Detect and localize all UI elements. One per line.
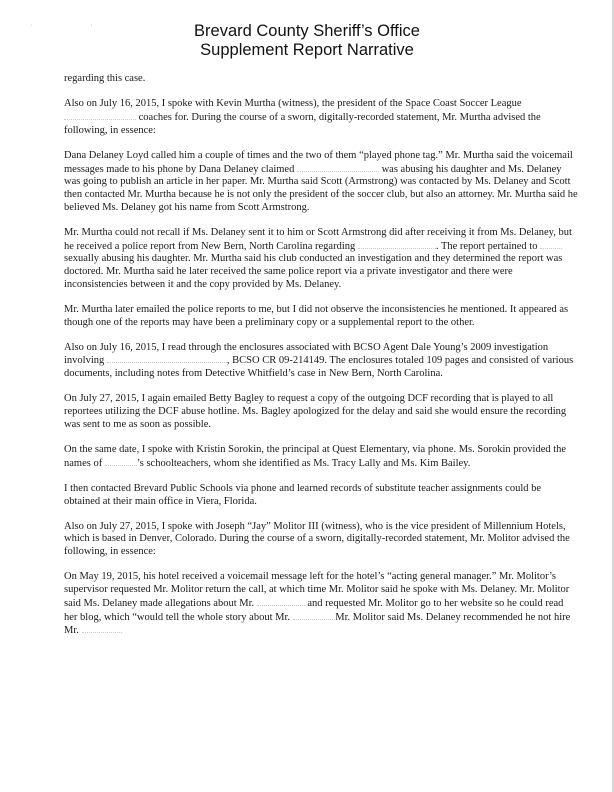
narrative-paragraph (64, 98, 578, 137)
paragraph-text: On May 19, 2015, his hotel received a voicemail message left for the hotel’s “acting general manager.” Mr. Molitor’s supervisor requested Mr. Molitor return the call, at which time Mr. Molitor said he spoke with Ms. Delaney. Mr. Molitor said Ms. Delaney made allegations about Mr. (64, 571, 570, 609)
narrative-paragraph (64, 342, 578, 381)
redaction (540, 240, 562, 249)
narrative-paragraph (64, 227, 578, 292)
paragraph-text: Mr. Murtha could not recall if Ms. Delaney sent it to him or Scott Armstrong did after receiving it from Ms. Delaney, but he received a police report from New Bern, North Carolina regarding (64, 226, 572, 252)
agency-name: Brevard County Sheriff’s Office (194, 22, 420, 40)
redaction (358, 240, 436, 249)
report-title: Supplement Report Narrative (200, 41, 414, 59)
redaction (105, 457, 137, 466)
narrative-paragraph: Mr. Murtha later emailed the police reports to me, but I did not observe the inconsistencies he mentioned. It appeared as though one of the reports may have been a preliminary copy or a supplemental report to the other. (64, 303, 569, 328)
narrative-body (64, 73, 578, 650)
scan-marks: · · (30, 22, 121, 29)
redaction (293, 611, 333, 620)
paragraph-text: Also on July 16, 2015, I spoke with Kevin Murtha (witness), the president of the Space Coast Soccer League (64, 98, 522, 110)
narrative-paragraph: I then contacted Brevard Public Schools via phone and learned records of substitute teacher assignments could be obtained at their main office in Viera, Florida. (64, 482, 542, 507)
redaction (107, 354, 227, 363)
paragraph-text: . The report pertained to (435, 240, 541, 252)
redaction (257, 597, 305, 606)
paragraph-text: sexually abusing his daughter. Mr. Murtha said his club conducted an investigation and they determined the report was doctored. Mr. Murtha said he later received the same police report via a private investigator and there were inconsistencies between it and the copy provided by Ms. Delaney. (64, 253, 563, 290)
paragraph-text: was abusing his daughter and Ms. Delaney was going to publish an article in her paper. Mr. Murtha said Scott (Armstrong) was contacted by Ms. Delaney and Scott then contacted Mr. Murtha because he is not only the president of the soccer club, but also an attorney. Mr. Murtha said he believed Ms. Delaney got his name from Scott Armstrong. (64, 163, 578, 213)
report-header (0, 22, 614, 60)
paragraph-text: and requested Mr. Molitor go to her website so he could read her blog, which “would tell the whole story about Mr. (64, 597, 564, 623)
paragraph-text: Also on July 16, 2015, I read through the enclosures associated with BCSO Agent Dale Young’s 2009 investigation involving (64, 341, 549, 367)
narrative-paragraph (64, 444, 578, 470)
paragraph-text: , BCSO CR 09-214149. The enclosures totaled 109 pages and consisted of various documents, including notes from Detective Whitfield’s case in New Bern, North Carolina. (64, 355, 574, 380)
paragraph-text: Dana Delaney Loyd called him a couple of times and the two of them “played phone tag.” Mr. Murtha said the voicemail messages made to his phone by Dana Delaney claimed (64, 149, 573, 175)
narrative-paragraph: Also on July 27, 2015, I spoke with Joseph “Jay” Molitor III (witness), who is the vice president of Millennium Hotels, which is based in Denver, Colorado. During the course of a sworn, digitally-recorded statement, Mr. Molitor advised the following, in essence: (64, 520, 570, 558)
paragraph-text: On the same date, I spoke with Kristin Sorokin, the principal at Quest Elementary, via phone. Ms. Sorokin provided the names of (64, 443, 567, 469)
redaction (82, 624, 122, 633)
paragraph-text: ’s schoolteachers, whom she identified as Ms. Tracy Lally and Ms. Kim Bailey. (136, 457, 471, 469)
narrative-paragraph: On July 27, 2015, I again emailed Betty Bagley to request a copy of the outgoing DCF recording that is played to all reportees utilizing the DCF abuse hotline. Ms. Bagley apologized for the delay and said she would ensure the recording was sent to me as soon as possible. (64, 393, 567, 430)
redaction (297, 163, 379, 172)
narrative-paragraph (64, 571, 578, 638)
narrative-paragraph (64, 150, 578, 215)
paragraph-text: coaches for. During the course of a sworn, digitally-recorded statement, Mr. Murtha advised the following, in essence: (64, 111, 541, 136)
narrative-paragraph: regarding this case. (64, 73, 146, 84)
paragraph-text: Mr. Molitor said Ms. Delaney recommended he not hire Mr. (64, 611, 571, 637)
redaction (64, 111, 136, 120)
